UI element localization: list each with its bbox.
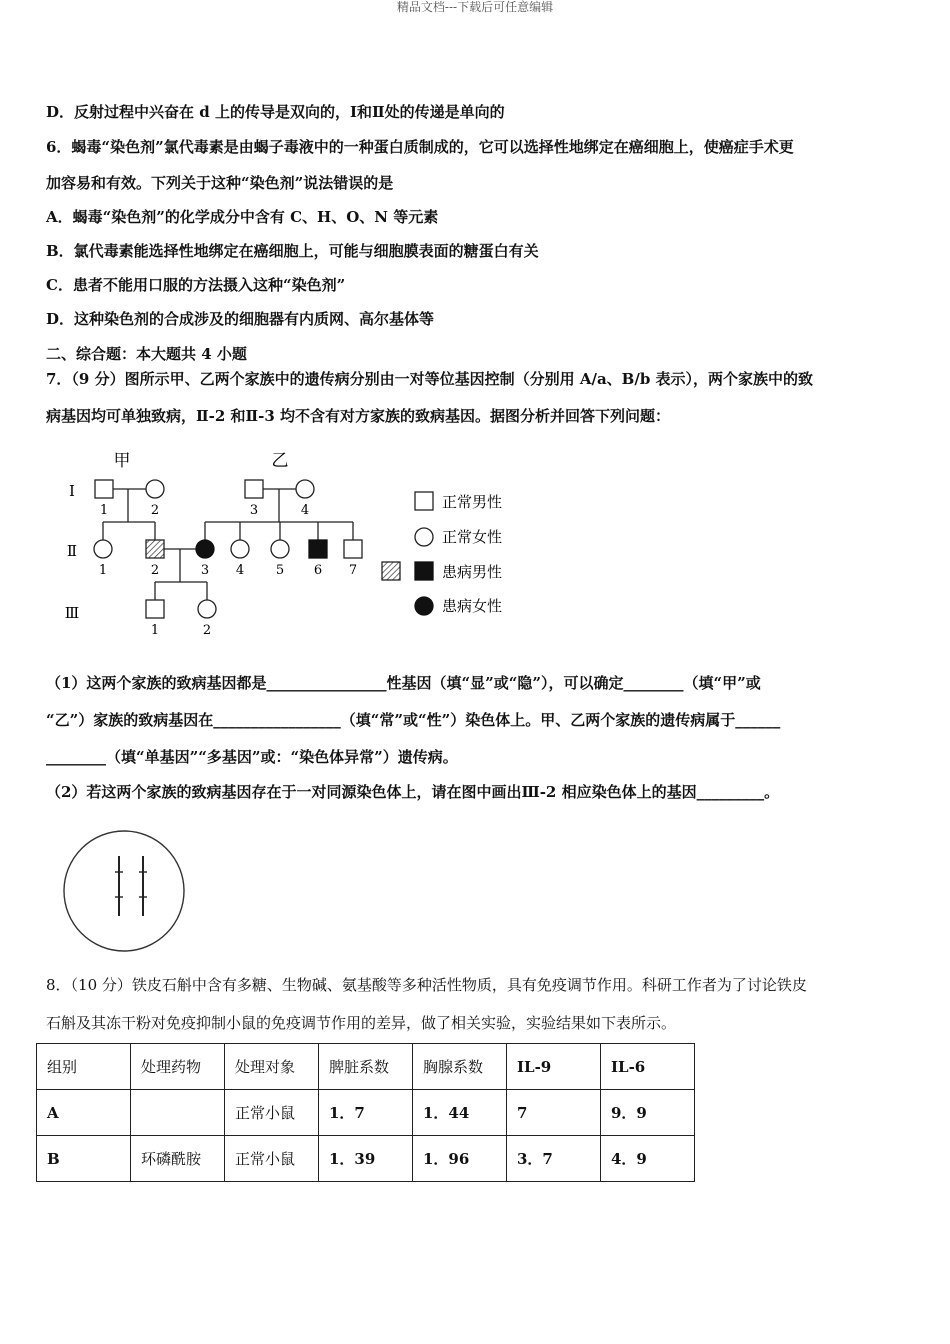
q6-stem-line1: 6．蝎毒“染色剂”氯代毒素是由蝎子毒液中的一种蛋白质制成的，它可以选择性地绑定在癌细胞上，使癌症手术更 bbox=[46, 138, 794, 156]
pedigree-chart bbox=[60, 448, 530, 648]
table-cell: 1．39 bbox=[319, 1136, 413, 1182]
table-cell: 1．44 bbox=[413, 1090, 507, 1136]
table-cell: 7 bbox=[507, 1090, 601, 1136]
table-cell: 正常小鼠 bbox=[225, 1136, 319, 1182]
legend-normal-male-label: 正常男性 bbox=[442, 493, 503, 511]
II5-normal-female bbox=[271, 540, 289, 558]
I2-number: 2 bbox=[150, 503, 160, 518]
q6-option-c: C．患者不能用口服的方法摄入这种“染色剂” bbox=[46, 276, 346, 294]
I4-number: 4 bbox=[300, 503, 310, 518]
I2-normal-female bbox=[146, 480, 164, 498]
legend-affected-male-label: 患病男性 bbox=[442, 563, 503, 581]
q7-part1-line1: （1）这两个家族的致病基因都是________________性基因（填“显”或“隐”），可以确定________（填“甲”或 bbox=[46, 674, 761, 692]
table-cell: 1．96 bbox=[413, 1136, 507, 1182]
table-row bbox=[37, 1090, 695, 1136]
table-header-cell: 组别 bbox=[37, 1044, 131, 1090]
q7-part1-line3: ________（填“单基因”“多基因”或：“染色体异常”）遗传病。 bbox=[46, 748, 458, 766]
table-cell: 正常小鼠 bbox=[225, 1090, 319, 1136]
q6-stem-line2: 加容易和有效。下列关于这种“染色剂”说法错误的是 bbox=[46, 174, 394, 192]
II6-affected-male bbox=[309, 540, 327, 558]
legend-normal-female-icon bbox=[415, 528, 433, 546]
II7-number: 7 bbox=[348, 563, 358, 578]
experiment-results-table bbox=[36, 1043, 695, 1182]
table-header-cell: IL-6 bbox=[601, 1044, 695, 1090]
I3-normal-male bbox=[245, 480, 263, 498]
II4-number: 4 bbox=[235, 563, 245, 578]
II3-number: 3 bbox=[200, 563, 210, 578]
II1-normal-female bbox=[94, 540, 112, 558]
legend-normal-male-icon bbox=[415, 492, 433, 510]
I1-normal-male bbox=[95, 480, 113, 498]
II2-affected-male bbox=[146, 540, 164, 558]
family-yi-label: 乙 bbox=[271, 451, 289, 471]
III2-normal-female bbox=[198, 600, 216, 618]
table-cell: B bbox=[37, 1136, 131, 1182]
table-cell: 3．7 bbox=[507, 1136, 601, 1182]
II1-number: 1 bbox=[98, 563, 108, 578]
table-header-cell: 脾脏系数 bbox=[319, 1044, 413, 1090]
table-cell: 9．9 bbox=[601, 1090, 695, 1136]
II7-normal-male bbox=[344, 540, 362, 558]
table-header-cell: 胸腺系数 bbox=[413, 1044, 507, 1090]
table-cell: 环磷酰胺 bbox=[131, 1136, 225, 1182]
II3-affected-female bbox=[196, 540, 214, 558]
table-header-cell: 处理对象 bbox=[225, 1044, 319, 1090]
table-cell: 4．9 bbox=[601, 1136, 695, 1182]
III1-normal-male bbox=[146, 600, 164, 618]
table-cell: A bbox=[37, 1090, 131, 1136]
legend-hatched-male-icon bbox=[382, 562, 400, 580]
legend-affected-female-label: 患病女性 bbox=[442, 597, 503, 615]
family-jia-label: 甲 bbox=[113, 451, 131, 471]
II4-normal-female bbox=[231, 540, 249, 558]
q8-stem-line1: 8．（10 分）铁皮石斛中含有多糖、生物碱、氨基酸等多种活性物质，具有免疫调节作用。科研工作者为了讨论铁皮 bbox=[46, 976, 807, 994]
table-header-cell: IL-9 bbox=[507, 1044, 601, 1090]
q8-stem-line2: 石斛及其冻干粉对免疫抑制小鼠的免疫调节作用的差异，做了相关实验，实验结果如下表所示。 bbox=[46, 1014, 677, 1032]
III2-number: 2 bbox=[202, 623, 212, 638]
table-cell: 1．7 bbox=[319, 1090, 413, 1136]
page-header: 精品文档---下载后可任意编辑 bbox=[396, 0, 554, 14]
q7-stem-line2: 病基因均可单独致病，Ⅱ-2 和Ⅱ-3 均不含有对方家族的致病基因。据图分析并回答下列问题： bbox=[46, 407, 671, 425]
generation-1-label: Ⅰ bbox=[69, 482, 75, 500]
I3-number: 3 bbox=[249, 503, 259, 518]
legend-affected-male-icon bbox=[415, 562, 433, 580]
I4-normal-female bbox=[296, 480, 314, 498]
legend-normal-female-label: 正常女性 bbox=[442, 528, 503, 546]
q7-stem-line1: 7．（9 分）图所示甲、乙两个家族中的遗传病分别由一对等位基因控制（分别用 A/a、B/b 表示），两个家族中的致 bbox=[46, 370, 814, 388]
III1-number: 1 bbox=[150, 623, 160, 638]
cell-outline bbox=[64, 831, 184, 951]
II5-number: 5 bbox=[275, 563, 285, 578]
generation-3-label: Ⅲ bbox=[64, 604, 80, 622]
table-header-cell: 处理药物 bbox=[131, 1044, 225, 1090]
cell-chromosome-diagram bbox=[60, 828, 190, 958]
table-row bbox=[37, 1136, 695, 1182]
I1-number: 1 bbox=[99, 503, 109, 518]
table-cell bbox=[131, 1090, 225, 1136]
section-2-title: 二、综合题：本大题共 4 小题 bbox=[46, 345, 247, 363]
generation-2-label: Ⅱ bbox=[66, 542, 78, 560]
II6-number: 6 bbox=[313, 563, 323, 578]
q5-option-d: D．反射过程中兴奋在 d 上的传导是双向的，Ⅰ和Ⅱ处的传递是单向的 bbox=[46, 103, 505, 121]
q7-part1-line2: “乙”）家族的致病基因在_________________（填“常”或“性”）染色体上。甲、乙两个家族的遗传病属于______ bbox=[46, 711, 781, 729]
legend-affected-female-icon bbox=[415, 597, 433, 615]
q6-option-a: A．蝎毒“染色剂”的化学成分中含有 C、H、O、N 等元素 bbox=[46, 208, 439, 226]
q6-option-d: D．这种染色剂的合成涉及的细胞器有内质网、高尔基体等 bbox=[46, 310, 435, 328]
q6-option-b: B．氯代毒素能选择性地绑定在癌细胞上，可能与细胞膜表面的糖蛋白有关 bbox=[46, 242, 539, 260]
II2-number: 2 bbox=[150, 563, 160, 578]
q7-part2: （2）若这两个家族的致病基因存在于一对同源染色体上，请在图中画出Ⅲ-2 相应染色体上的基因_________。 bbox=[46, 783, 780, 801]
table-header-row bbox=[37, 1044, 695, 1090]
